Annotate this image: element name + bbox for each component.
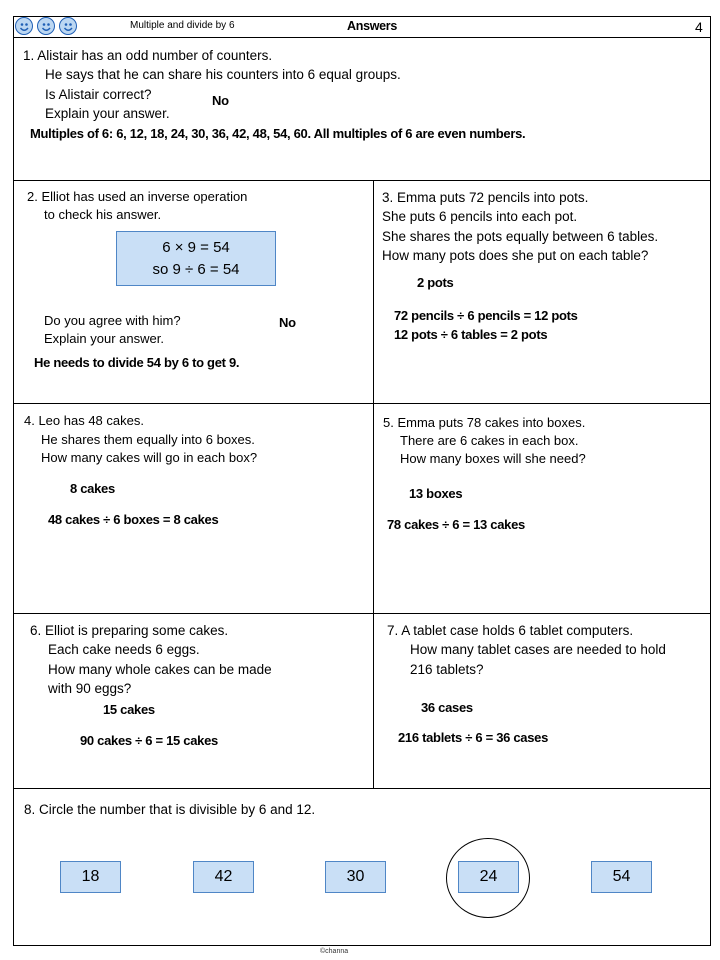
number-option-42[interactable]: 42 (193, 861, 254, 893)
smiley-icon (37, 17, 55, 35)
q3-working: 72 pencils ÷ 6 pencils = 12 pots 12 pots ÷ 6 tables = 2 pots (394, 308, 578, 342)
header-divider (13, 37, 711, 38)
q1-answer: No (212, 93, 229, 108)
q5-answer: 13 boxes (409, 486, 463, 501)
q2-question: 2. Elliot has used an inverse operation to check his answer. (27, 189, 248, 222)
topic-label: Multiple and divide by 6 (130, 20, 235, 31)
q6-working: 90 cakes ÷ 6 = 15 cakes (80, 733, 218, 748)
q4-working: 48 cakes ÷ 6 boxes = 8 cakes (48, 512, 219, 527)
q4-answer: 8 cakes (70, 481, 115, 496)
q2-equation-box: 6 × 9 = 54 so 9 ÷ 6 = 54 (116, 231, 276, 286)
q2-explanation: He needs to divide 54 by 6 to get 9. (34, 355, 240, 370)
row-divider (13, 180, 711, 181)
row-divider (13, 403, 711, 404)
number-option-18[interactable]: 18 (60, 861, 121, 893)
footer-credit: ©channa (320, 948, 349, 955)
page-number: 4 (695, 19, 703, 35)
q3-answer: 2 pots (417, 275, 454, 290)
smiley-icon (15, 17, 33, 35)
number-option-30[interactable]: 30 (325, 861, 386, 893)
page-title: Answers (347, 19, 398, 33)
q3-question: 3. Emma puts 72 pencils into pots. She puts 6 pencils into each pot. She shares the pots equally between 6 tables. How many pots does she put on each table? (382, 190, 659, 263)
q7-answer: 36 cases (421, 700, 473, 715)
q7-question: 7. A tablet case holds 6 tablet computers. How many tablet cases are needed to hold 216 tablets? (387, 623, 666, 677)
smiley-icon (59, 17, 77, 35)
row-divider (13, 613, 711, 614)
column-divider (373, 180, 374, 788)
q6-answer: 15 cakes (103, 702, 155, 717)
q1-question: 1. Alistair has an odd number of counters. He says that he can share his counters into 6 equal groups. Is Alistair correct? Explain your answer. (23, 48, 401, 121)
q5-working: 78 cakes ÷ 6 = 13 cakes (387, 517, 525, 532)
q5-question: 5. Emma puts 78 cakes into boxes. There are 6 cakes in each box. How many boxes will she need? (383, 415, 586, 466)
number-option-24[interactable]: 24 (458, 861, 519, 893)
number-option-54[interactable]: 54 (591, 861, 652, 893)
q2-prompt: Do you agree with him? Explain your answer. (44, 313, 181, 346)
row-divider (13, 788, 711, 789)
q8-question: 8. Circle the number that is divisible by 6 and 12. (24, 802, 316, 817)
q7-working: 216 tablets ÷ 6 = 36 cases (398, 730, 549, 745)
q1-explanation: Multiples of 6: 6, 12, 18, 24, 30, 36, 42, 48, 54, 60. All multiples of 6 are even numbers. (30, 126, 526, 141)
q6-question: 6. Elliot is preparing some cakes. Each cake needs 6 eggs. How many whole cakes can be made with 90 eggs? (30, 623, 272, 696)
q4-question: 4. Leo has 48 cakes. He shares them equally into 6 boxes. How many cakes will go in each box? (24, 413, 258, 465)
q2-answer: No (279, 315, 296, 330)
